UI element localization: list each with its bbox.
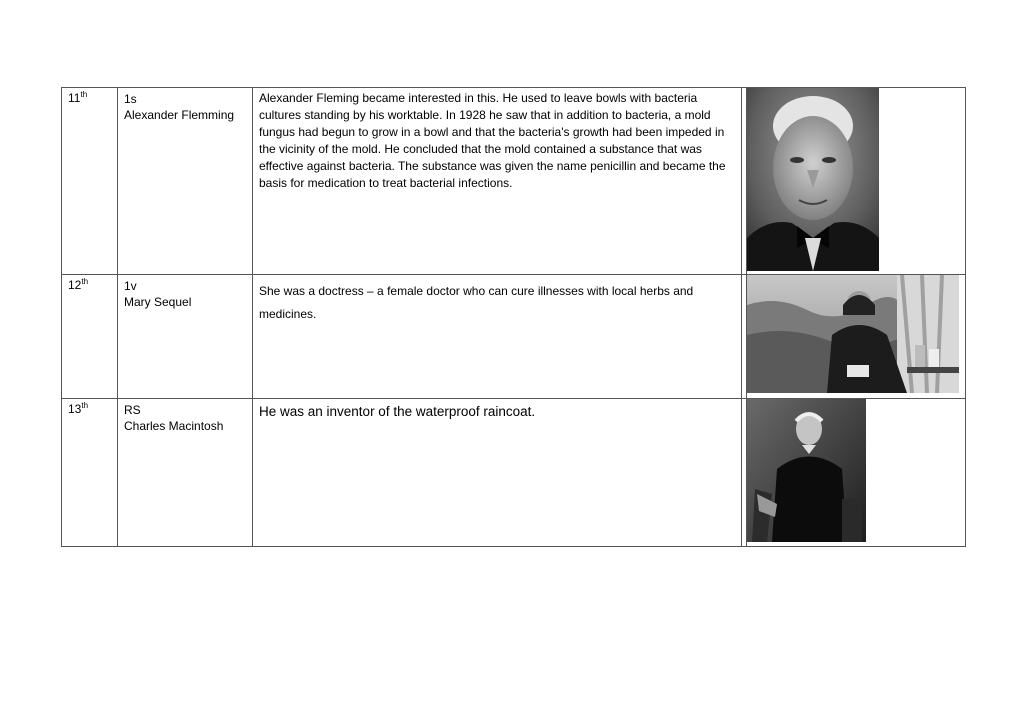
portrait-photo: [747, 275, 959, 393]
history-table: [61, 87, 966, 547]
table-row: [62, 399, 966, 547]
table-row: [62, 88, 966, 275]
person-name: Mary Sequel: [124, 295, 192, 309]
description-cell: He was an inventor of the waterproof raincoat.: [253, 399, 742, 547]
person-cell: [118, 88, 253, 275]
date-number: 11: [68, 91, 81, 105]
person-code: 1v: [124, 279, 137, 293]
description-cell: Alexander Fleming became interested in this. He used to leave bowls with bacteria cultures standing by his worktable. In 1928 he saw that in addition to bacteria, a mold fungus had begun to grow in a bowl and that the bacteria's growth had been impeded in the vicinity of the mold. He concluded that the mold contained a substance that was effective against bacteria. The substance was given the name penicillin and became the basis for medication to treat bacterial infections.: [253, 88, 742, 275]
date-suffix: th: [81, 401, 89, 410]
photo-cell: [747, 88, 966, 275]
photo-cell: [747, 399, 966, 547]
date-cell: [62, 399, 118, 547]
photo-cell: [747, 275, 966, 399]
person-name: Alexander Flemming: [124, 108, 235, 122]
portrait-photo: [747, 399, 866, 542]
table-row: [62, 275, 966, 399]
person-code: 1s: [124, 92, 137, 106]
portrait-photo: [747, 88, 879, 271]
date-number: 12: [68, 278, 82, 292]
person-code: RS: [124, 403, 141, 417]
date-suffix: th: [80, 90, 88, 99]
person-cell: [118, 399, 253, 547]
date-number: 13: [68, 402, 82, 416]
description-cell: She was a doctress – a female doctor who can cure illnesses with local herbs and medicines.: [253, 275, 742, 399]
person-cell: [118, 275, 253, 399]
date-cell: [62, 88, 118, 275]
person-name: Charles Macintosh: [124, 419, 224, 433]
date-suffix: th: [81, 277, 89, 286]
date-cell: [62, 275, 118, 399]
